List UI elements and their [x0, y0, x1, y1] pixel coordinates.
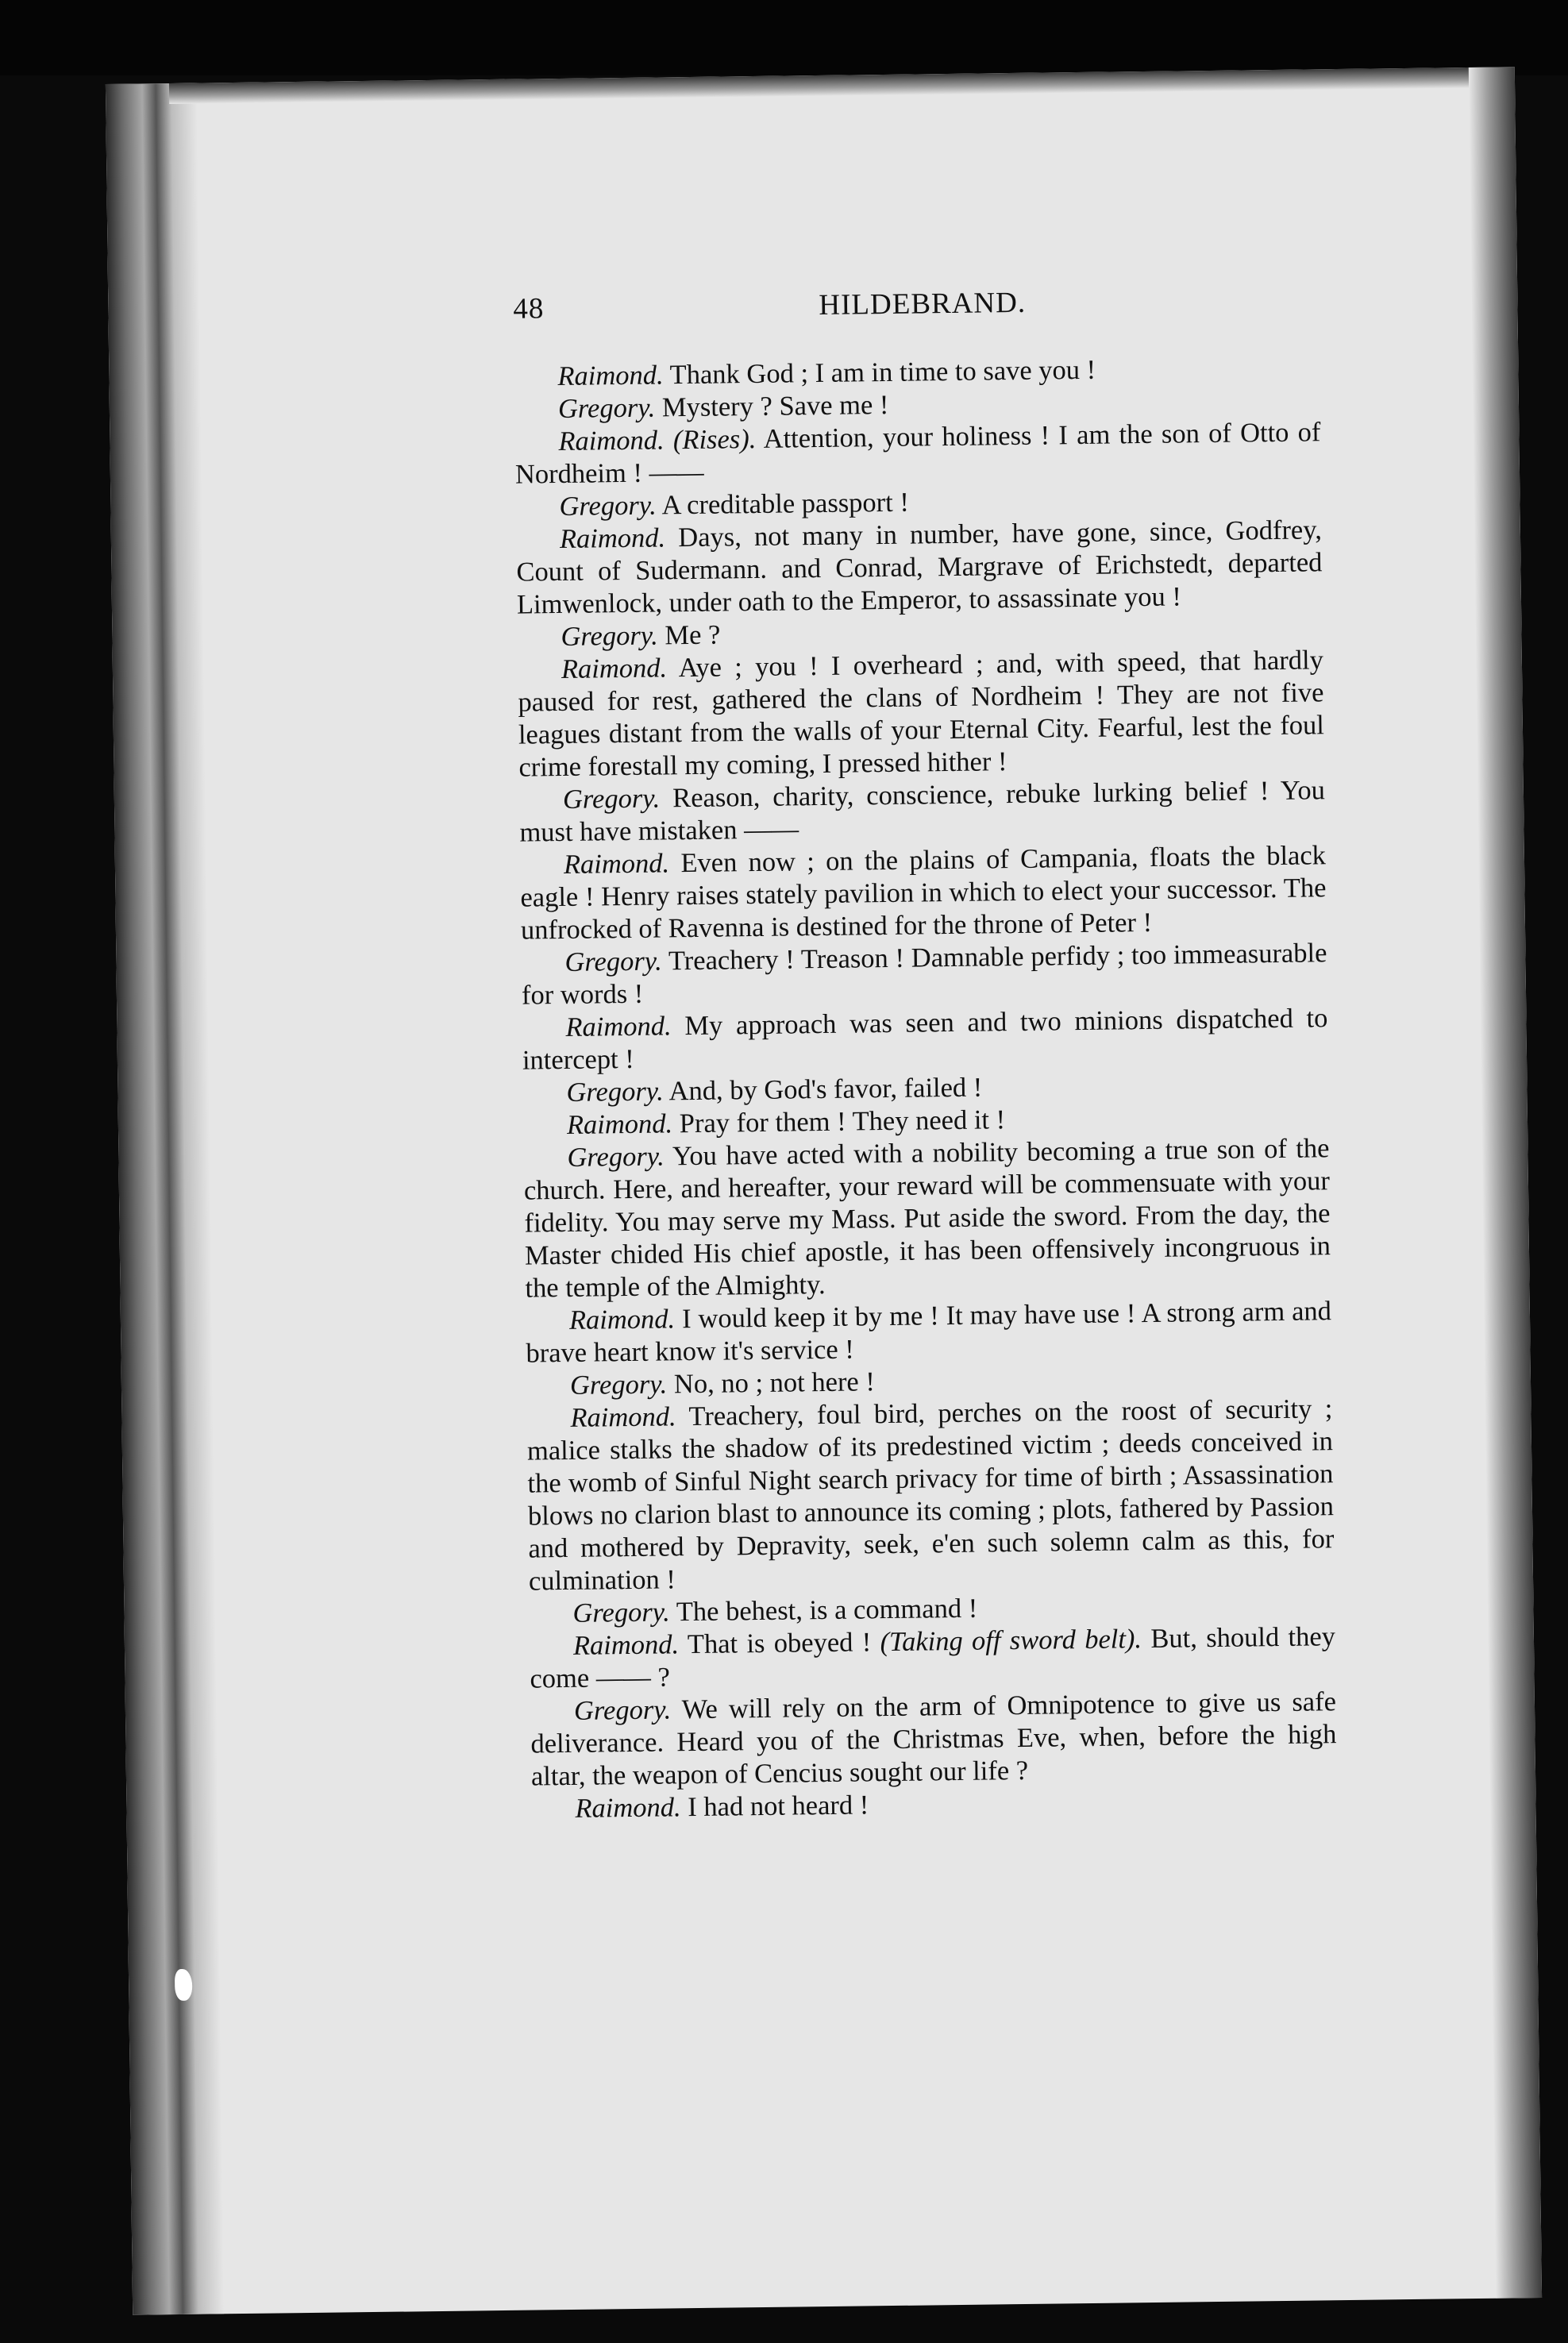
speaker-name: Raimond.: [568, 1304, 676, 1335]
speaker-name: Gregory.: [562, 783, 661, 815]
speaker-name: Gregory.: [569, 1369, 668, 1401]
line-text: Mystery ? Save me !: [661, 389, 889, 423]
speaker-name: Gregory.: [561, 620, 659, 652]
dialogue-line: [526, 1295, 1332, 1370]
line-text: No, no ; not here !: [673, 1366, 876, 1400]
line-text-after: But, should they come —— ?: [530, 1621, 1336, 1694]
line-text: The behest, is a command !: [676, 1593, 978, 1628]
line-text: Even now ; on the plains of Campania, floats the black eagle ! Henry raises stately pavilion in which to elect your successor. The unfrocked of Ravenna is destined for the throne of Peter !: [520, 840, 1327, 946]
speaker-name: Gregory.: [566, 1076, 665, 1108]
speaker-name: Raimond.: [575, 1792, 681, 1824]
speaker-name: Raimond.: [559, 522, 666, 555]
stage-direction: (Rises).: [672, 423, 757, 456]
speaker-name: Gregory.: [572, 1597, 671, 1628]
speaker-name: Raimond.: [563, 848, 670, 880]
speaker-name: Raimond.: [558, 425, 665, 457]
line-text: Attention, your holiness ! I am the son of Otto of Nordheim ! ——: [514, 417, 1321, 490]
line-text: You have acted with a nobility becoming a true son of the church. Here, and hereafter, your reward will be commensuate with your fidelity. You may serve my Mass. Put aside the sword. From the day, the Master chided His chief apostle, it has been offensively incongruous in the temple of the Almighty.: [523, 1133, 1331, 1304]
dialogue-line: [530, 1620, 1336, 1695]
line-text: Me ?: [665, 619, 721, 651]
dialogue-line: [516, 514, 1323, 621]
dialogue-line: [520, 839, 1327, 946]
dialogue-line: [530, 1686, 1337, 1793]
line-text: And, by God's favor, failed !: [668, 1072, 983, 1107]
book-page: [106, 67, 1542, 2314]
speaker-name: Gregory.: [564, 946, 663, 977]
dialogue-line: [514, 416, 1321, 491]
speaker-name: Gregory.: [573, 1694, 672, 1726]
line-text: We will rely on the arm of Omnipotence to give us safe deliverance. Heard you of the Christmas Eve, when, before the high altar, the weapon of Cencius sought our life ?: [530, 1686, 1337, 1792]
page-binding-edge: [106, 83, 224, 2315]
speaker-name: Raimond.: [565, 1011, 672, 1042]
line-text: Treachery, foul bird, perches on the roost of security ; malice stalks the shadow of its predestined victim ; deeds conceived in the womb of Sinful Night search privacy for time of birth ; Assassination blows no clarion blast to announce its coming ; plots, fathered by Passion and mothered by Depravity, seek, e'en such solemn calm as this, for culmination !: [526, 1393, 1335, 1597]
line-text: Treachery ! Treason ! Damnable perfidy ; too immeasurable for words !: [521, 938, 1327, 1011]
line-text: I would keep it by me ! It may have use ! A strong arm and brave heart know it's service !: [526, 1296, 1332, 1369]
dialogue-line: [522, 1002, 1328, 1077]
stage-direction: (Taking off sword belt).: [880, 1624, 1142, 1658]
line-text: Thank God ; I am in time to save you !: [669, 354, 1096, 391]
line-text: Pray for them ! They need it !: [679, 1104, 1006, 1139]
page-number: 48: [513, 292, 545, 326]
dialogue-line: [523, 1132, 1331, 1304]
speaker-name: Gregory.: [557, 392, 656, 425]
line-text: That is obeyed !: [687, 1627, 872, 1660]
dialogue-line: [526, 1393, 1335, 1597]
scan-background: [0, 0, 1568, 75]
speaker-name: Raimond.: [566, 1108, 673, 1140]
line-text: My approach was seen and two minions dispatched to intercept !: [522, 1003, 1328, 1076]
line-text: Aye ; you ! I overheard ; and, with speed, that hardly paused for rest, gathered the clans of Nordheim ! They are not five leagues distant from the walls of your Eternal City. Fearful, lest the foul crime forestall my coming, I pressed hither !: [518, 645, 1325, 783]
speaker-name: Gregory.: [567, 1141, 665, 1173]
dialogue-line: [521, 937, 1327, 1012]
speaker-name: Raimond.: [570, 1401, 676, 1433]
running-head: HILDEBRAND.: [819, 286, 1027, 322]
speaker-name: Raimond.: [561, 653, 668, 684]
line-text: I had not heard !: [688, 1790, 869, 1823]
speaker-name: Raimond.: [557, 360, 664, 392]
line-text: Days, not many in number, have gone, since, Godfrey, Count of Sudermann. and Conrad, Margrave of Erichstedt, departed Limwenlock, under oath to the Emperor, to assassinate you !: [516, 514, 1323, 620]
speaker-name: Raimond.: [572, 1629, 680, 1661]
dialogue-line: [518, 644, 1325, 784]
dialogue-text: [514, 351, 1337, 1825]
line-text: Reason, charity, conscience, rebuke lurking belief ! You must have mistaken ——: [519, 775, 1326, 848]
dialogue-line: [519, 774, 1326, 849]
speaker-name: Gregory.: [559, 490, 657, 522]
page-header: [513, 282, 1323, 339]
line-text: A creditable passport !: [661, 487, 910, 521]
page-right-edge: [1469, 67, 1542, 2298]
